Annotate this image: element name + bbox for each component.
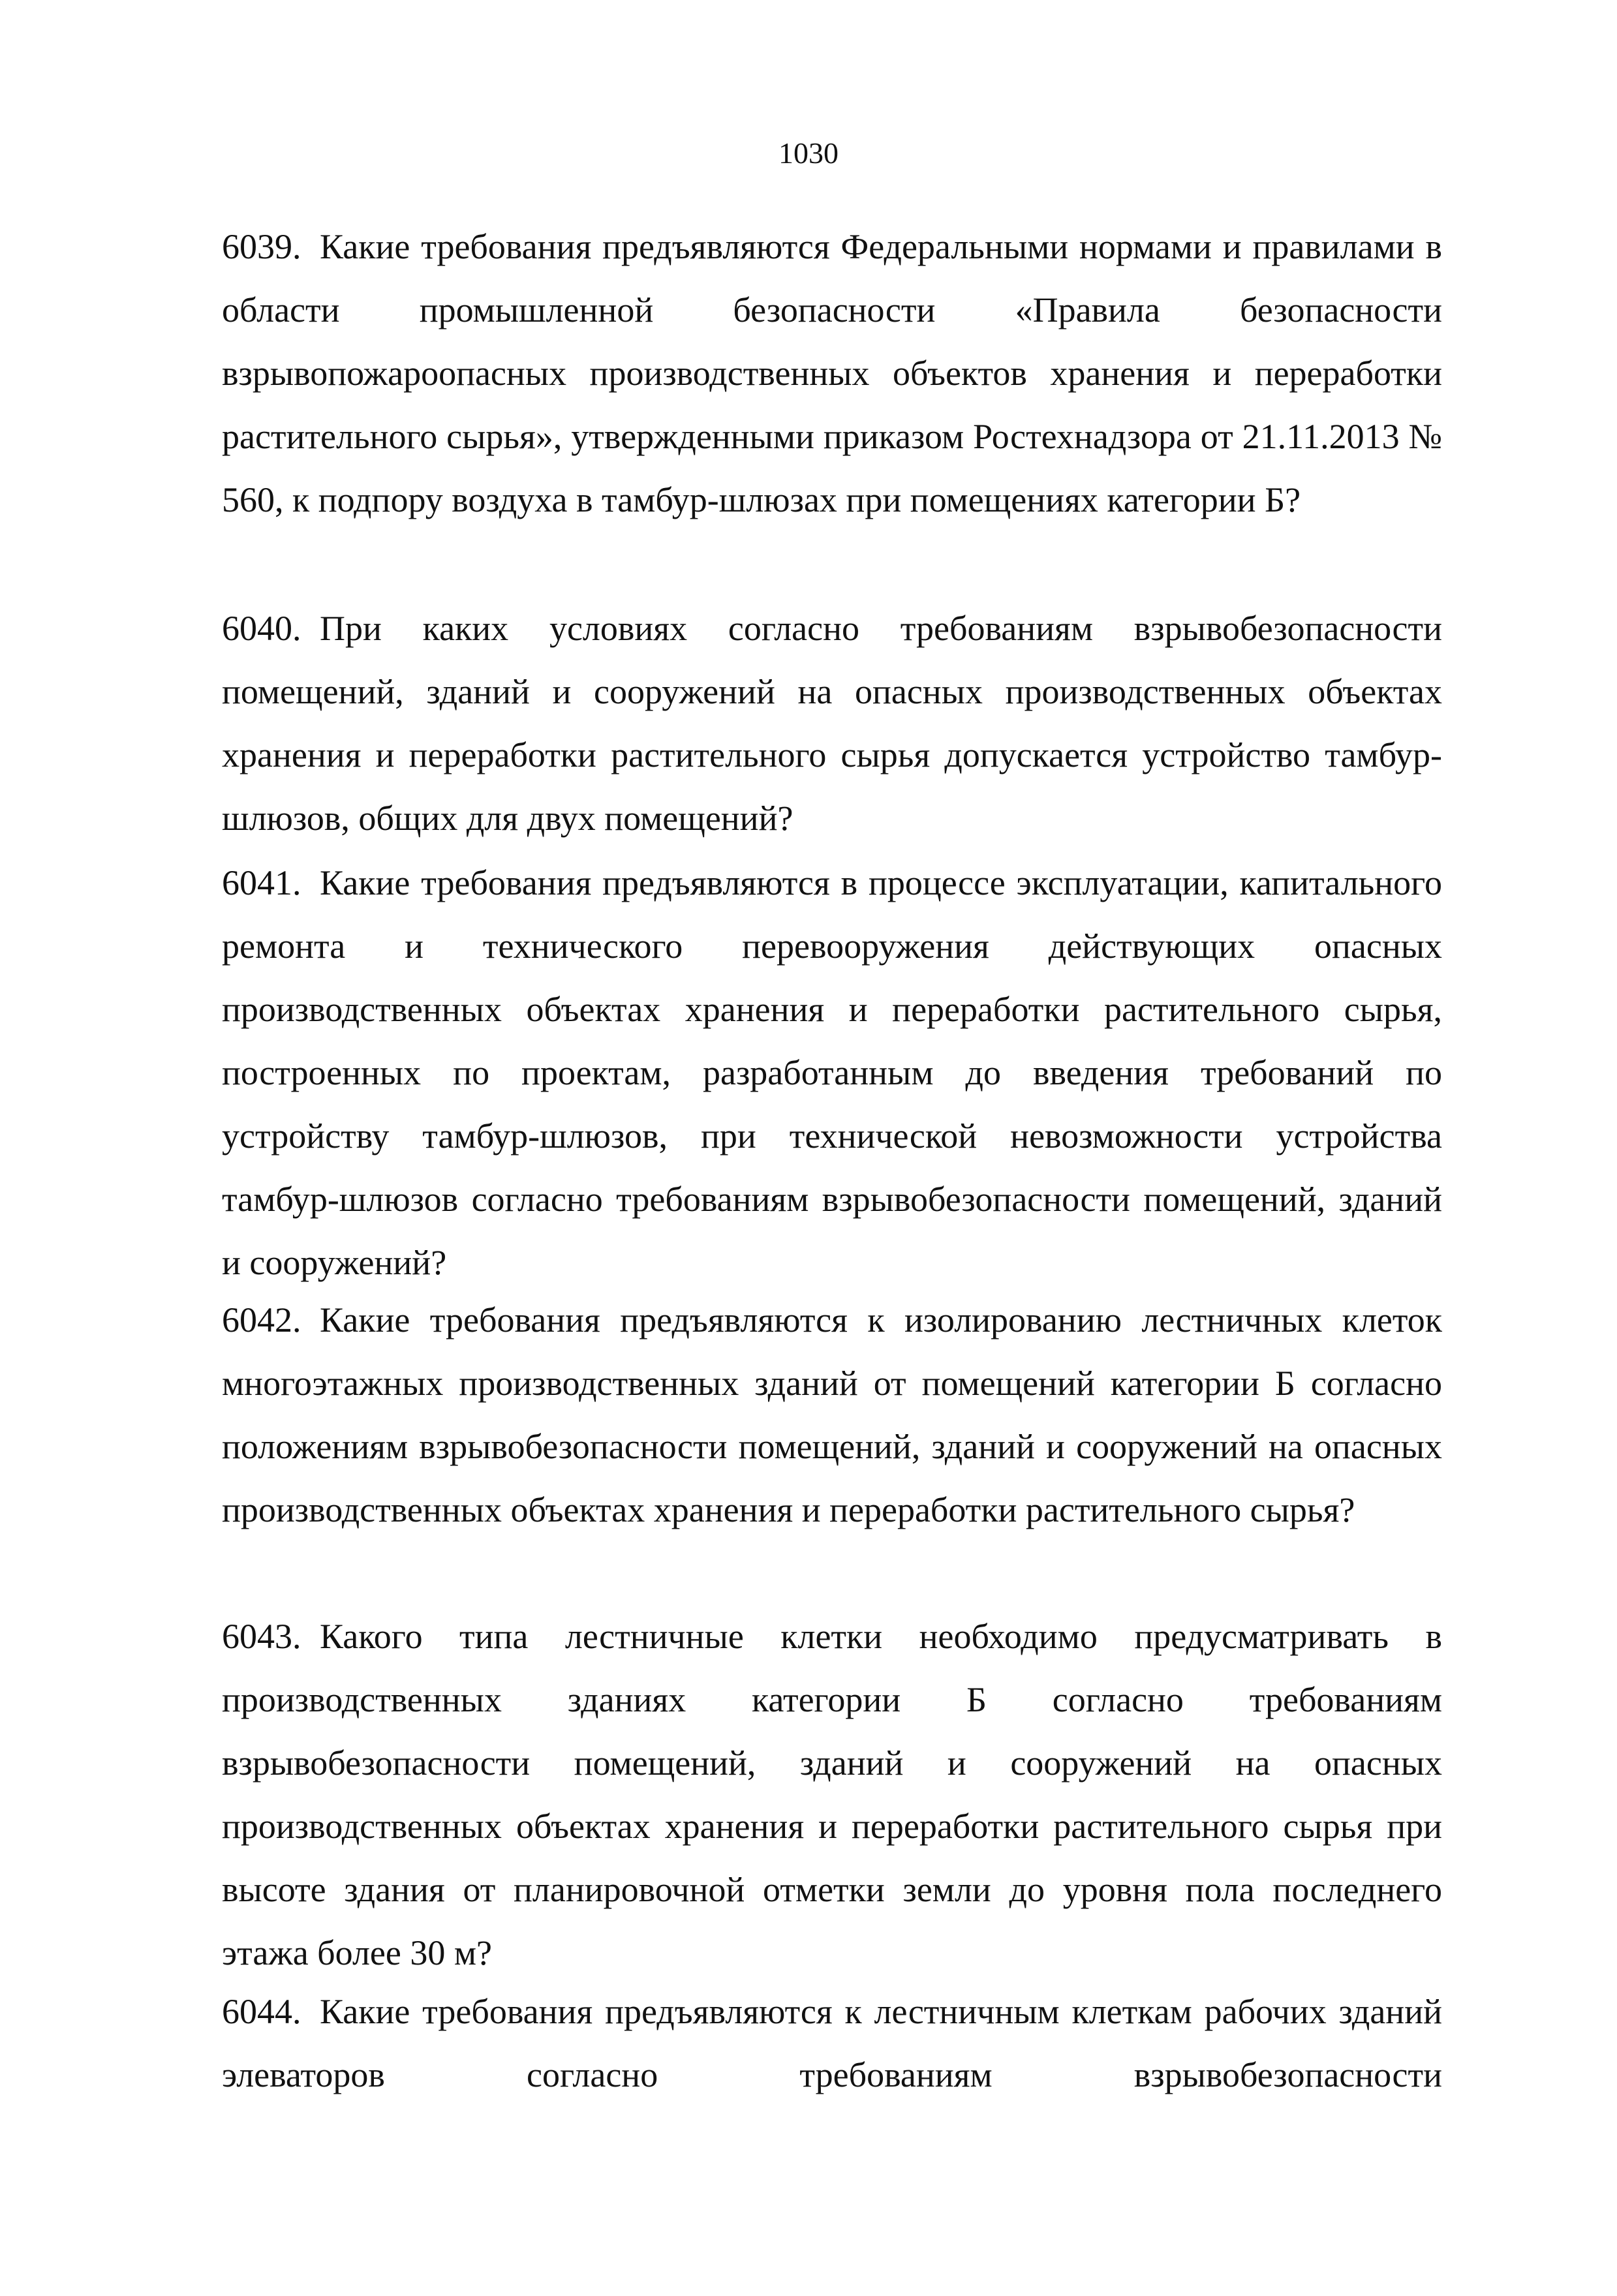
question-6041	[222, 851, 1442, 1294]
question-text: Какие требования предъявляются Федеральными нормами и правилами в области промышленной безопасности «Правила безопасности взрывопожароопасных производственных объектов хранения и переработки растительного сырья», утвержденными приказом Ростехнадзора от 21.11.2013 № 560, к подпору воздуха в тамбур-шлюзах при помещениях категории Б?	[222, 227, 1442, 519]
page-number: 1030	[778, 136, 839, 170]
question-6043	[222, 1605, 1442, 1985]
question-6044	[222, 1980, 1442, 2107]
question-number: 6039.	[222, 227, 301, 266]
question-text: Какого типа лестничные клетки необходимо предусматривать в производственных зданиях категории Б согласно требованиям взрывобезопасности помещений, зданий и сооружений на опасных производственных объектах хранения и переработки растительного сырья при высоте здания от планировочной отметки земли до уровня пола последнего этажа более 30 м?	[222, 1617, 1442, 1972]
question-number: 6041.	[222, 863, 301, 902]
question-text: При каких условиях согласно требованиям взрывобезопасности помещений, зданий и сооружений на опасных производственных объектах хранения и переработки растительного сырья допускается устройство тамбур-шлюзов, общих для двух помещений?	[222, 609, 1442, 838]
question-text: Какие требования предъявляются к изолированию лестничных клеток многоэтажных производственных зданий от помещений категории Б согласно положениям взрывобезопасности помещений, зданий и сооружений на опасных производственных объектах хранения и переработки растительного сырья?	[222, 1300, 1442, 1529]
question-number: 6044.	[222, 1992, 301, 2031]
question-number: 6040.	[222, 609, 301, 648]
question-6040	[222, 597, 1442, 850]
question-number: 6043.	[222, 1617, 301, 1656]
question-number: 6042.	[222, 1300, 301, 1339]
question-6039	[222, 215, 1442, 532]
question-6042	[222, 1289, 1442, 1542]
question-text: Какие требования предъявляются к лестничным клеткам рабочих зданий элеваторов согласно требованиям взрывобезопасности	[222, 1992, 1442, 2094]
question-text: Какие требования предъявляются в процессе эксплуатации, капитального ремонта и технического перевооружения действующих опасных производственных объектах хранения и переработки растительного сырья, построенных по проектам, разработанным до введения требований по устройству тамбур-шлюзов, при технической невозможности устройства тамбур-шлюзов согласно требованиям взрывобезопасности помещений, зданий и сооружений?	[222, 863, 1442, 1282]
